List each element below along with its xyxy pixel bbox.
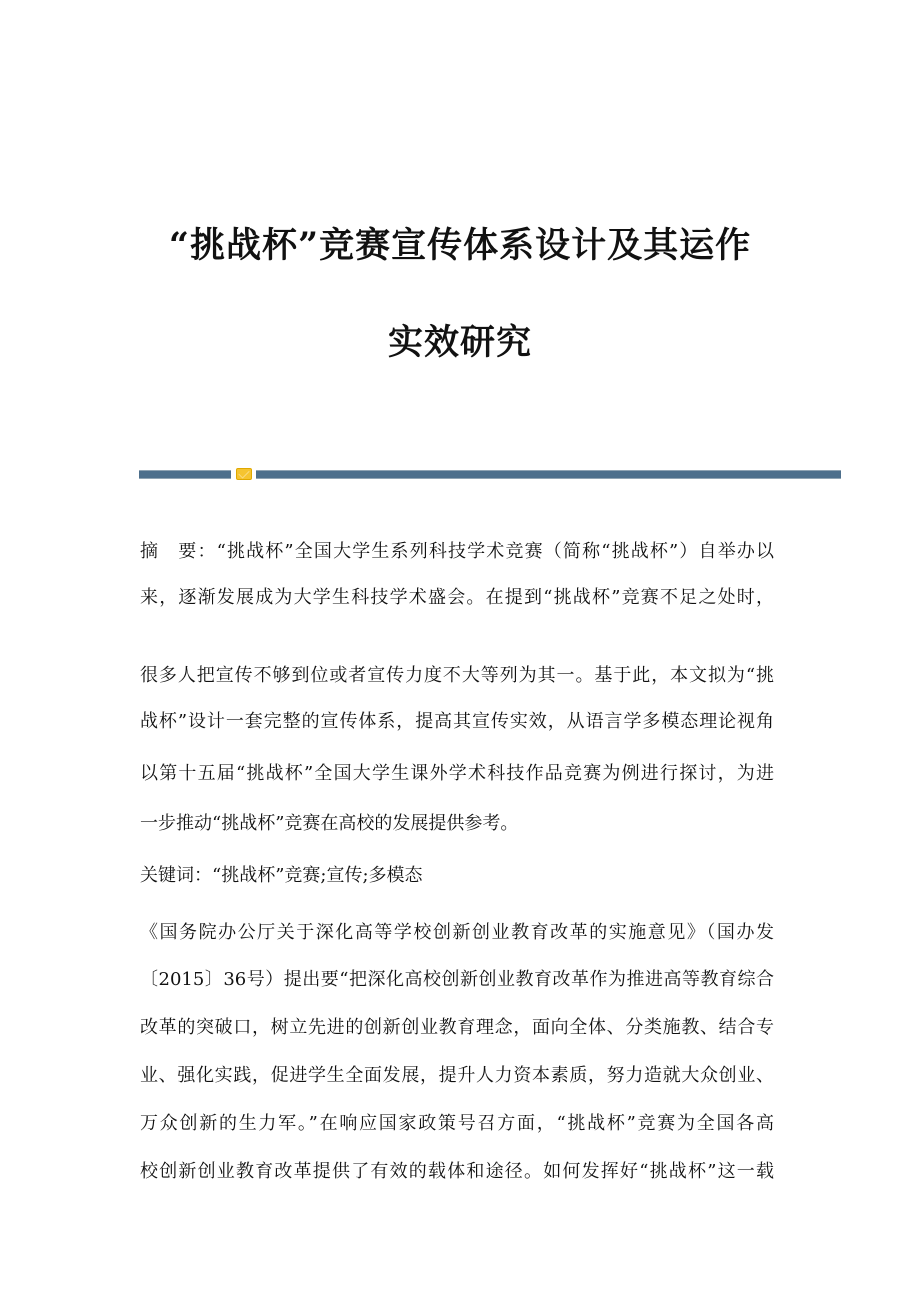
abstract-line: 战杯”设计一套完整的宣传体系，提高其宣传实效，从语言学多模态理论视角 [140,711,774,732]
divider-right-bar [256,470,841,479]
divider-left-bar [139,470,231,479]
abstract-line: 一步推动“挑战杯”竞赛在高校的发展提供参考。 [140,813,519,834]
body-line: 万众创新的生力军。”在响应国家政策号召方面，“挑战杯”竞赛为全国各高 [140,1113,774,1134]
document-title-line-1: “挑战杯”竞赛宣传体系设计及其运作 [168,225,752,266]
body-line: 《国务院办公厅关于深化高等学校创新创业教育改革的实施意见》（国办发 [140,922,774,943]
document-title-line-2: 实效研究 [387,322,532,363]
body-line: 〔2015〕36号）提出要“把深化高校创新创业教育改革作为推进高等教育综合 [140,969,774,990]
abstract-line: 来，逐渐发展成为大学生科技学术盛会。在提到“挑战杯”竞赛不足之处时， [140,587,774,608]
title-divider [139,470,841,479]
body-line: 改革的突破口，树立先进的创新创业教育理念，面向全体、分类施教、结合专 [140,1017,774,1038]
body-line: 业、强化实践，促进学生全面发展，提升人力资本素质，努力造就大众创业、 [140,1065,774,1086]
abstract-line: 摘 要：“挑战杯”全国大学生系列科技学术竞赛（简称“挑战杯”）自举办以 [140,541,774,562]
body-line: 校创新创业教育改革提供了有效的载体和途径。如何发挥好“挑战杯”这一载 [140,1161,774,1182]
keywords: 关键词：“挑战杯”竞赛;宣传;多模态 [140,865,423,886]
envelope-icon [236,468,252,480]
abstract-line: 很多人把宣传不够到位或者宣传力度不大等列为其一。基于此，本文拟为“挑 [140,665,774,686]
abstract-line: 以第十五届“挑战杯”全国大学生课外学术科技作品竞赛为例进行探讨，为进 [140,763,774,784]
